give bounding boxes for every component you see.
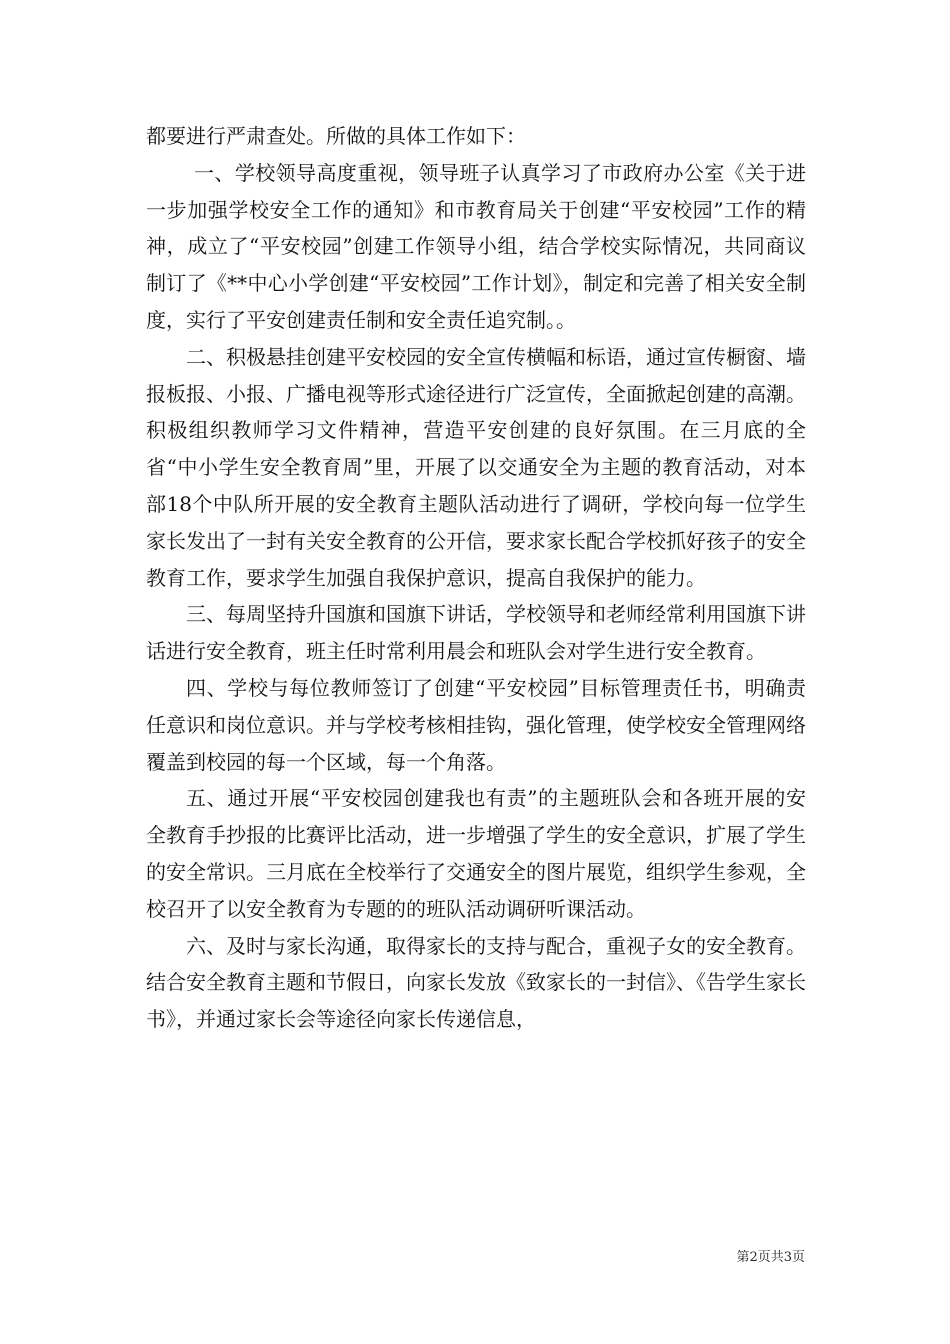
paragraph-item-5: 五、通过开展“平安校园创建我也有责”的主题班队会和各班开展的安全教育手抄报的比赛评比活动，进一步增强了学生的安全意识，扩展了学生的安全常识。三月底在全校举行了交通安全的图片展览，组织学生参观，全校召开了以安全教育为专题的的班队活动调研听课活动。: [146, 786, 806, 921]
page-number-footer: 第2页共3页: [736, 1250, 805, 1265]
paragraph-item-3: 三、每周坚持升国旗和国旗下讲话，学校领导和老师经常利用国旗下讲话进行安全教育，班主任时常利用晨会和班队会对学生进行安全教育。: [146, 602, 806, 664]
paragraph-item-2: 二、积极悬挂创建平安校园的安全宣传横幅和标语，通过宣传橱窗、墙报板报、小报、广播电视等形式途径进行广泛宣传，全面掀起创建的高潮。积极组织教师学习文件精神，营造平安创建的良好氛围。在三月底的全省“中小学生安全教育周”里，开展了以交通安全为主题的教育活动，对本部18个中队所开展的安全教育主题队活动进行了调研，学校向每一位学生家长发出了一封有关安全教育的公开信，要求家长配合学校抓好孩子的安全教育工作，要求学生加强自我保护意识，提高自我保护的能力。: [146, 344, 806, 590]
paragraph-item-4: 四、学校与每位教师签订了创建“平安校园”目标管理责任书，明确责任意识和岗位意识。并与学校考核相挂钩，强化管理，使学校安全管理网络覆盖到校园的每一个区域，每一个角落。: [146, 675, 806, 774]
paragraph-continuation: 都要进行严肃查处。所做的具体工作如下：: [146, 124, 526, 148]
document-body: [146, 118, 806, 1038]
paragraph-item-6: 六、及时与家长沟通，取得家长的支持与配合，重视子女的安全教育。结合安全教育主题和节假日，向家长发放《致家长的一封信》、《告学生家长书》，并通过家长会等途径向家长传递信息，: [146, 933, 806, 1032]
paragraph-item-1: 一、学校领导高度重视，领导班子认真学习了市政府办公室《关于进一步加强学校安全工作的通知》和市教育局关于创建“平安校园”工作的精神，成立了“平安校园”创建工作领导小组，结合学校实际情况，共同商议制订了《**中心小学创建“平安校园”工作计划》，制定和完善了相关安全制度，实行了平安创建责任制和安全责任追究制。。: [146, 160, 806, 332]
